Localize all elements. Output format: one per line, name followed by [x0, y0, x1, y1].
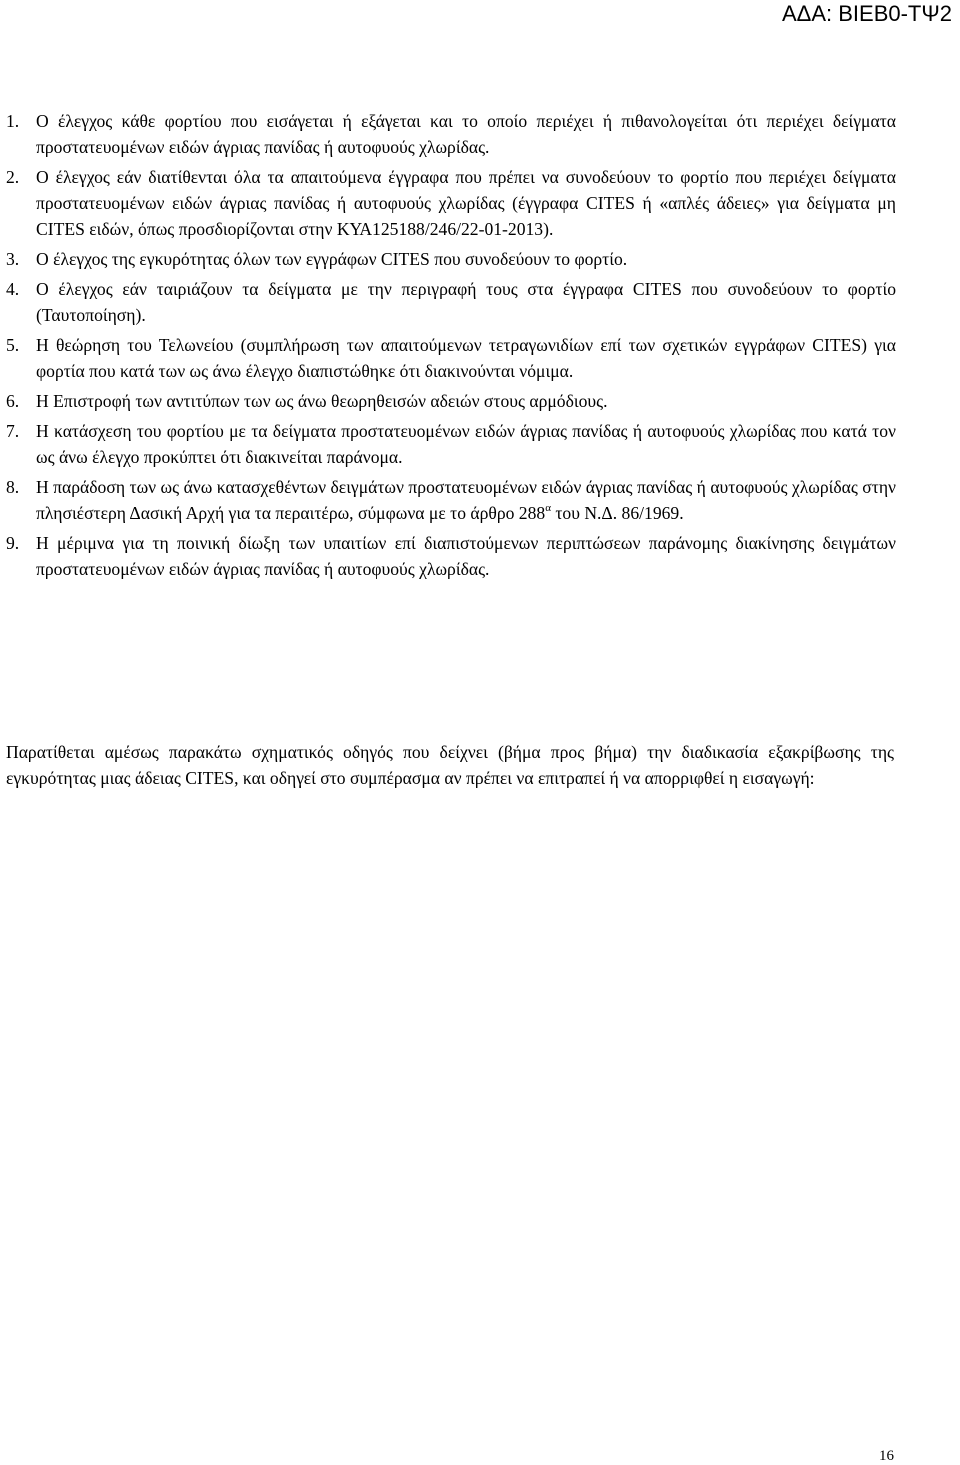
- item-text: Η θεώρηση του Τελωνείου (συμπλήρωση των απαιτούμενων τετραγωνιδίων επί των σχετικών εγγράφων CITES) για φορτία που κατά των ως άνω έλεγχο διαπιστώθηκε ότι διακινούνται νόμιμα.: [36, 335, 896, 381]
- list-item: [6, 474, 896, 526]
- item-text: Ο έλεγχος εάν ταιριάζουν τα δείγματα με την περιγραφή τους στα έγγραφα CITES που συνοδεύουν το φορτίο (Ταυτοποίηση).: [36, 279, 896, 325]
- item-text: Η Επιστροφή των αντιτύπων των ως άνω θεωρηθεισών αδειών στους αρμόδιους.: [36, 391, 608, 411]
- list-item: [6, 276, 896, 328]
- list-item: [6, 388, 896, 414]
- page-number: 16: [879, 1448, 894, 1464]
- item-number: 9.: [6, 533, 20, 553]
- list-item: [6, 332, 896, 384]
- item-text: Η κατάσχεση του φορτίου με τα δείγματα προστατευομένων ειδών άγριας πανίδας ή αυτοφυούς χλωρίδας που κατά τον ως άνω έλεγχο προκύπτει ότι διακινείται παράνομα.: [36, 421, 896, 467]
- item-text: Η μέριμνα για τη ποινική δίωξη των υπαιτίων επί διαπιστούμενων περιπτώσεων παράνομης διακίνησης δειγμάτων προστατευομένων ειδών άγριας πανίδας ή αυτοφυούς χλωρίδας.: [36, 533, 896, 579]
- item-number: 5.: [6, 335, 20, 355]
- document-code: ΑΔΑ: ΒΙΕΒ0-ΤΨ2: [781, 1, 952, 26]
- item-text-start: Η παράδοση των ως άνω κατασχεθέντων δειγμάτων προστατευομένων ειδών άγριας πανίδας ή αυτοφυούς χλωρίδας στην πλησιέστερη Δασική Αρχή για τα περαιτέρω, σύμφωνα με το άρθρο 288: [36, 477, 896, 523]
- closing-paragraph: Παρατίθεται αμέσως παρακάτω σχηματικός οδηγός που δείχνει (βήμα προς βήμα) την διαδικασία εξακρίβωσης της εγκυρότητας μιας άδειας CITES, και οδηγεί στο συμπέρασμα αν πρέπει να επιτραπεί ή να απορριφθεί η εισαγωγή:: [6, 742, 894, 788]
- duties-list: [6, 108, 896, 582]
- item-number: 1.: [6, 111, 20, 131]
- item-number: 7.: [6, 421, 20, 441]
- list-item: [6, 164, 896, 242]
- item-text: Ο έλεγχος κάθε φορτίου που εισάγεται ή εξάγεται και το οποίο περιέχει ή πιθανολογείται ότι περιέχει δείγματα προστατευομένων ειδών άγριας πανίδας ή αυτοφυούς χλωρίδας.: [36, 111, 896, 157]
- list-item: [6, 418, 896, 470]
- article-superscript: α: [545, 502, 551, 514]
- item-number: 2.: [6, 167, 20, 187]
- item-number: 6.: [6, 391, 20, 411]
- item-text: Ο έλεγχος της εγκυρότητας όλων των εγγράφων CITES που συνοδεύουν το φορτίο.: [36, 249, 628, 269]
- item-text: Ο έλεγχος εάν διατίθενται όλα τα απαιτούμενα έγγραφα που πρέπει να συνοδεύουν το φορτίο που περιέχει δείγματα προστατευομένων ειδών άγριας πανίδας ή αυτοφυούς χλωρίδας (έγγραφα CITES ή «απλές άδειες» για δείγματα μη CITES ειδών, όπως προσδιορίζονται στην ΚΥΑ125188/246/22-01-2013).: [36, 167, 896, 239]
- item-number: 8.: [6, 477, 20, 497]
- list-item: [6, 530, 896, 582]
- list-item: [6, 108, 896, 160]
- item-number: 3.: [6, 249, 20, 269]
- item-text-end: του Ν.Δ. 86/1969.: [550, 503, 684, 523]
- list-item: [6, 246, 896, 272]
- item-number: 4.: [6, 279, 20, 299]
